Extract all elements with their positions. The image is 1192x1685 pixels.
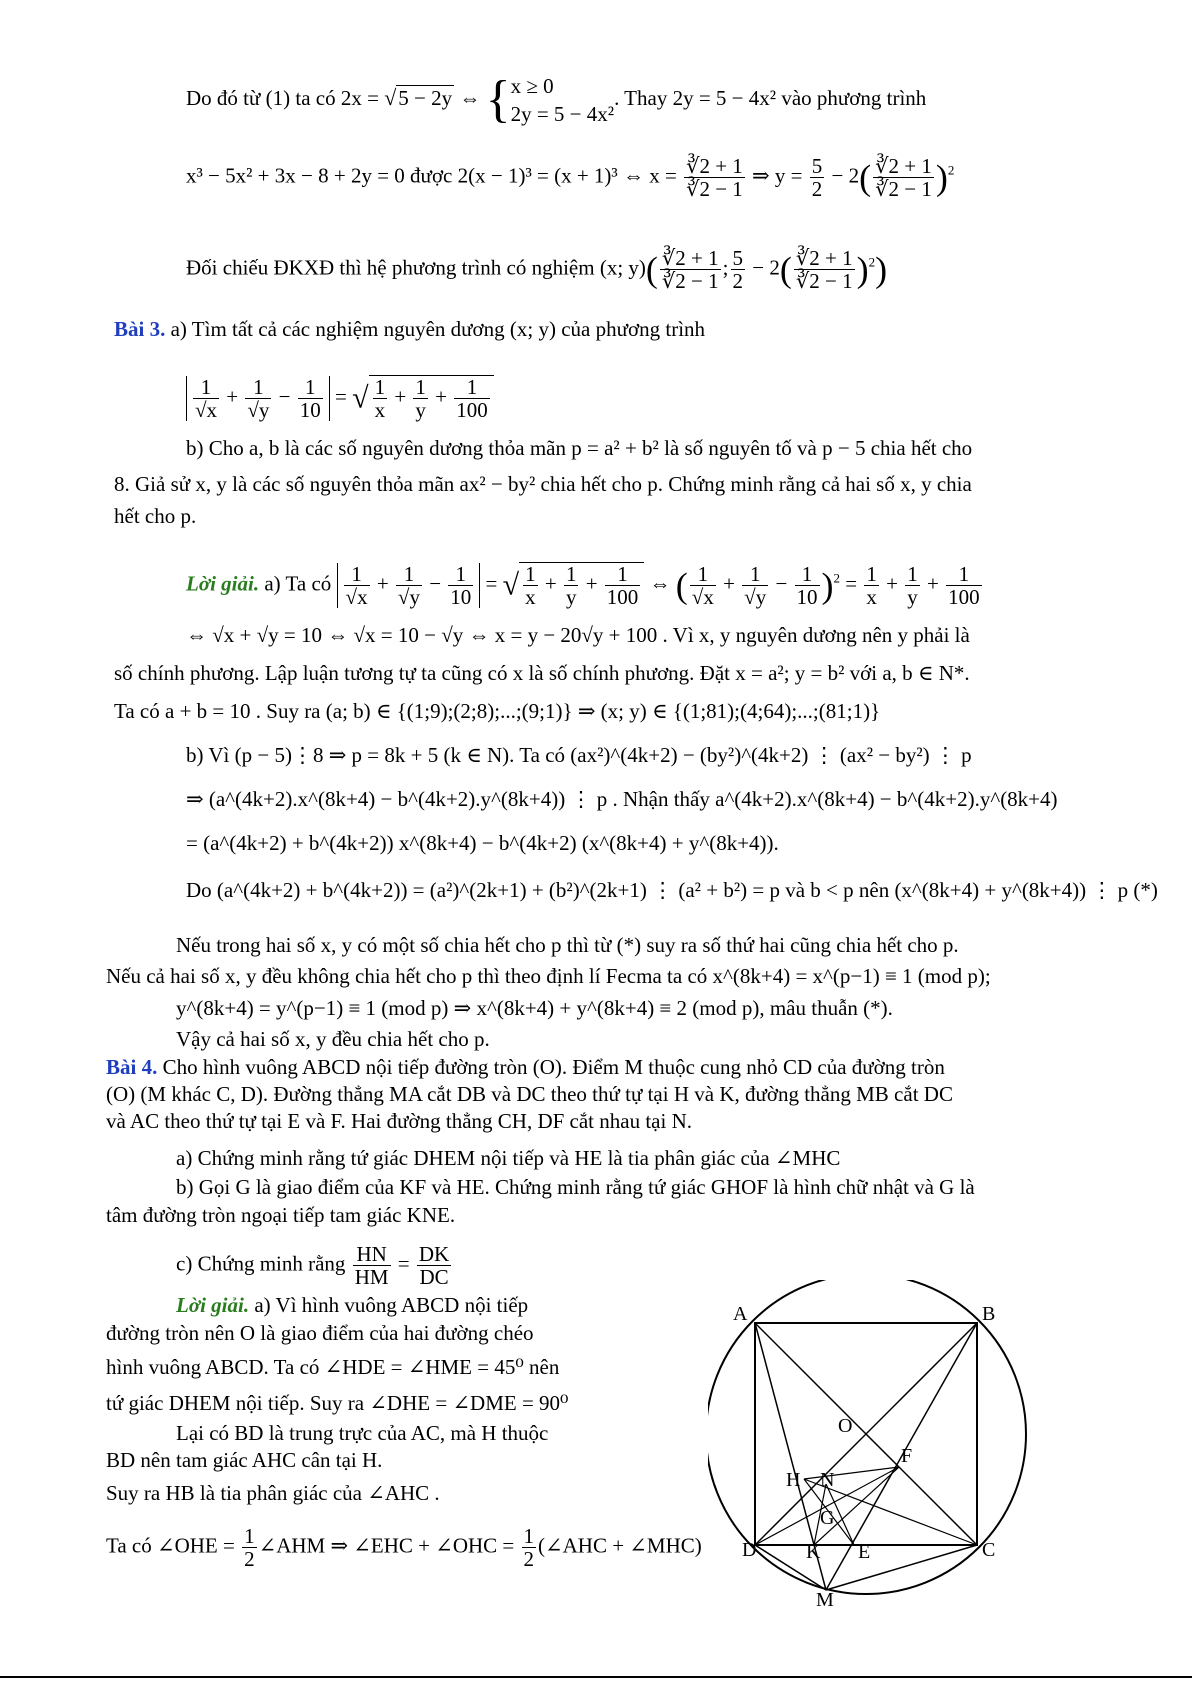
text: . Thay 2y = 5 − 4x² vào phương trình (614, 85, 927, 110)
point-label-n: N (820, 1469, 835, 1491)
sol4-last: Ta có ∠OHE = $\frac{1}{2}$ ∠AHM ⇒ ∠EHC + ∠OHC = $\frac{1}{2}$ (∠AHC + ∠MHC) (106, 1524, 702, 1571)
text-line: Lại có BD là trung trực của AC, mà H thuộc (176, 1421, 549, 1445)
bai4-c: c) Chứng minh rằng $\frac{HN}{HM}$ = $\frac{DK}{DC}$ (176, 1242, 450, 1289)
fraction: $\frac{∛2 + 1}{∛2 - 1}$ (875, 154, 932, 201)
text-line: 8. Giả sử x, y là các số nguyên thỏa mãn ax² − by² chia hết cho p. Chứng minh rằng cả hai số x, y chia (114, 472, 972, 496)
text: Do đó từ (1) ta có 2x = (186, 85, 385, 110)
section-label: Bài 3. (114, 317, 166, 341)
line-p3: Đối chiếu ĐKXĐ thì hệ phương trình có nghiệm (x; y)( $\frac{∛2 + 1}{∛2 - 1}$ ; $\frac{5}{2}$ − 2( $\frac{∛2 + 1}{∛2 - 1}$ )$^2$) (186, 246, 888, 293)
text-line: b) Gọi G là giao điểm của KF và HE. Chứng minh rằng tứ giác GHOF là hình chữ nhật và G là (176, 1175, 975, 1199)
line-of (866, 1434, 899, 1467)
text-line: = (a^(4k+2) + b^(4k+2)) x^(8k+4) − b^(4k+2) (x^(8k+4) + y^(8k+4)). (186, 831, 779, 855)
point-label-f: F (901, 1445, 913, 1467)
absolute-value: $\frac{1}{√x}$ + $\frac{1}{√y}$ − $\frac{1}{10}$ (186, 376, 330, 421)
text-line: số chính phương. Lập luận tương tự ta cũng có x là số chính phương. Đặt x = a²; y = b² với a, b ∈ N*. (114, 661, 970, 685)
text: ⇒ y = (746, 163, 808, 188)
point-label-h: H (786, 1469, 801, 1491)
line-p1: Do đó từ (1) ta có 2x = √5 − 2y ⇔ { x ≥ 0 2y = 5 − 4x² . Thay 2y = 5 − 4x² vào phương trình (186, 71, 927, 128)
text: x³ − 5x² + 3x − 8 + 2y = 0 được 2(x − 1)³ = (x + 1)³ ⇔ x = (186, 163, 683, 188)
section-label: Bài 4. (106, 1055, 158, 1079)
bai3-equation: $\frac{1}{√x}$ + $\frac{1}{√y}$ − $\frac{1}{10}$ = √ $\frac{1}{x}$ + $\frac{1}{y}$ + $\frac{1}{100}$ (186, 375, 494, 421)
text-line: y^(8k+4) = y^(p−1) ≡ 1 (mod p) ⇒ x^(8k+4) + y^(8k+4) ≡ 2 (mod p), mâu thuẫn (*). (176, 996, 893, 1020)
fraction: $\frac{∛2 + 1}{∛2 - 1}$ (661, 246, 719, 293)
text: a) Tìm tất cả các nghiệm nguyên dương (x; y) của phương trình (165, 317, 706, 341)
fraction: $\frac{∛2 + 1}{∛2 - 1}$ (795, 246, 853, 293)
text-line: Ta có a + b = 10 . Suy ra (a; b) ∈ {(1;9);(2;8);...;(9;1)} ⇒ (x; y) ∈ {(1;81);(4;64);...;(81;1)} (114, 699, 881, 723)
text-line: Suy ra HB là tia phân giác của ∠AHC . (106, 1481, 440, 1505)
text-line: hình vuông ABCD. Ta có ∠HDE = ∠HME = 45⁰ nên (106, 1355, 560, 1379)
sol3-first: Lời giải. a) Ta có $\frac{1}{√x}$ + $\frac{1}{√y}$ − $\frac{1}{10}$ = √ $\frac{1}{x}$ + $\frac{1}{y}$ + $\frac{1}{100}$ ⇔ ( $\frac{1}{√x}$ + $\frac{1}{√y}$ − $\frac{1}{10}$ )$^2$ = $\frac{1}{x}$ + $\frac{1}{y}$ + $\frac{1}{100}$ (186, 562, 980, 609)
line-hf (804, 1467, 899, 1479)
point-label-e: E (858, 1541, 871, 1563)
text-line: (O) (M khác C, D). Đường thẳng MA cắt DB và DC theo thứ tự tại H và K, đường thẳng MB cắt DC (106, 1082, 953, 1106)
point-label-b: B (982, 1303, 996, 1325)
fraction: $\frac{5}{2}$ (811, 154, 823, 201)
text-line: b) Vì (p − 5)⋮8 ⇒ p = 8k + 5 (k ∈ N). Ta có (ax²)^(4k+2) − (by²)^(4k+2) ⋮ (ax² − by²) ⋮ p (186, 743, 972, 767)
text-line: Do (a^(4k+2) + b^(4k+2)) = (a²)^(2k+1) + (b²)^(2k+1) ⋮ (a² + b²) = p và b < p nên (x^(8k+4) + y^(8k+4)) ⋮ p (*) (186, 878, 1158, 902)
point-label-d: D (742, 1539, 757, 1561)
text-line: ⇔ √x + √y = 10 ⇔ √x = 10 − √y ⇔ x = y − 20√y + 100 . Vì x, y nguyên dương nên y phải là (186, 623, 970, 647)
text-line: Nếu cả hai số x, y đều không chia hết cho p thì theo định lí Fecma ta có x^(8k+4) = x^(p−1) ≡ 1 (mod p); (106, 964, 991, 988)
point-label-g: G (820, 1507, 835, 1529)
point-label-c: C (982, 1539, 996, 1561)
system-line-2: 2y = 5 − 4x² (510, 102, 615, 126)
text-line: BD nên tam giác AHC cân tại H. (106, 1448, 383, 1472)
line-p2: x³ − 5x² + 3x − 8 + 2y = 0 được 2(x − 1)³ = (x + 1)³ ⇔ x = $\frac{∛2 + 1}{∛2 - 1}$ ⇒ y = $\frac{5}{2}$ − 2( $\frac{∛2 + 1}{∛2 - 1}$ )$^2$ (186, 154, 955, 201)
point-label-o: O (838, 1415, 853, 1437)
system (511, 72, 614, 128)
text-line: đường tròn nên O là giao điểm của hai đường chéo (106, 1321, 534, 1345)
solution-label: Lời giải. (186, 571, 260, 596)
point-label-m: M (816, 1589, 834, 1610)
text-line: Vậy cả hai số x, y đều chia hết cho p. (176, 1027, 490, 1051)
solution-label: Lời giải. (176, 1293, 250, 1317)
text: Đối chiếu ĐKXĐ thì hệ phương trình có nghiệm (x; y) (186, 255, 646, 280)
fraction: $\frac{∛2 + 1}{∛2 - 1}$ (686, 154, 743, 201)
bai4-heading: Bài 4. Cho hình vuông ABCD nội tiếp đường tròn (O). Điểm M thuộc cung nhỏ CD của đường tròn (106, 1055, 945, 1079)
text-line: ⇒ (a^(4k+2).x^(8k+4) − b^(4k+2).y^(8k+4)) ⋮ p . Nhận thấy a^(4k+2).x^(8k+4) − b^(4k+2).y^(8k+4) (186, 787, 1058, 811)
text-line: a) Chứng minh rằng tứ giác DHEM nội tiếp và HE là tia phân giác của ∠MHC (176, 1146, 841, 1170)
fraction: $\frac{5}{2}$ (732, 246, 743, 293)
text: ⇔ (454, 85, 486, 110)
point-label-a: A (733, 1303, 748, 1325)
sol4-first: Lời giải. a) Vì hình vuông ABCD nội tiếp (176, 1293, 529, 1317)
bai3-heading (114, 316, 705, 342)
text-line: tâm đường tròn ngoại tiếp tam giác KNE. (106, 1203, 456, 1227)
point-label-k: K (806, 1541, 821, 1563)
text-line: hết cho p. (114, 504, 197, 528)
text-line: tứ giác DHEM nội tiếp. Suy ra ∠DHE = ∠DME = 90⁰ (106, 1391, 569, 1415)
text-line: và AC theo thứ tự tại E và F. Hai đường thẳng CH, DF cắt nhau tại N. (106, 1109, 692, 1133)
text: − 2 (826, 163, 860, 188)
text-line: b) Cho a, b là các số nguyên dương thỏa mãn p = a² + b² là số nguyên tố và p − 5 chia hết cho (186, 436, 973, 460)
footer-rule (0, 1676, 1192, 1678)
system-line-1: x ≥ 0 (510, 74, 554, 98)
sqrt-content: 5 − 2y (398, 85, 453, 110)
geometry-figure (708, 1280, 1108, 1610)
text-line: Nếu trong hai số x, y có một số chia hết cho p thì từ (*) suy ra số thứ hai cũng chia hết cho p. (176, 933, 959, 957)
